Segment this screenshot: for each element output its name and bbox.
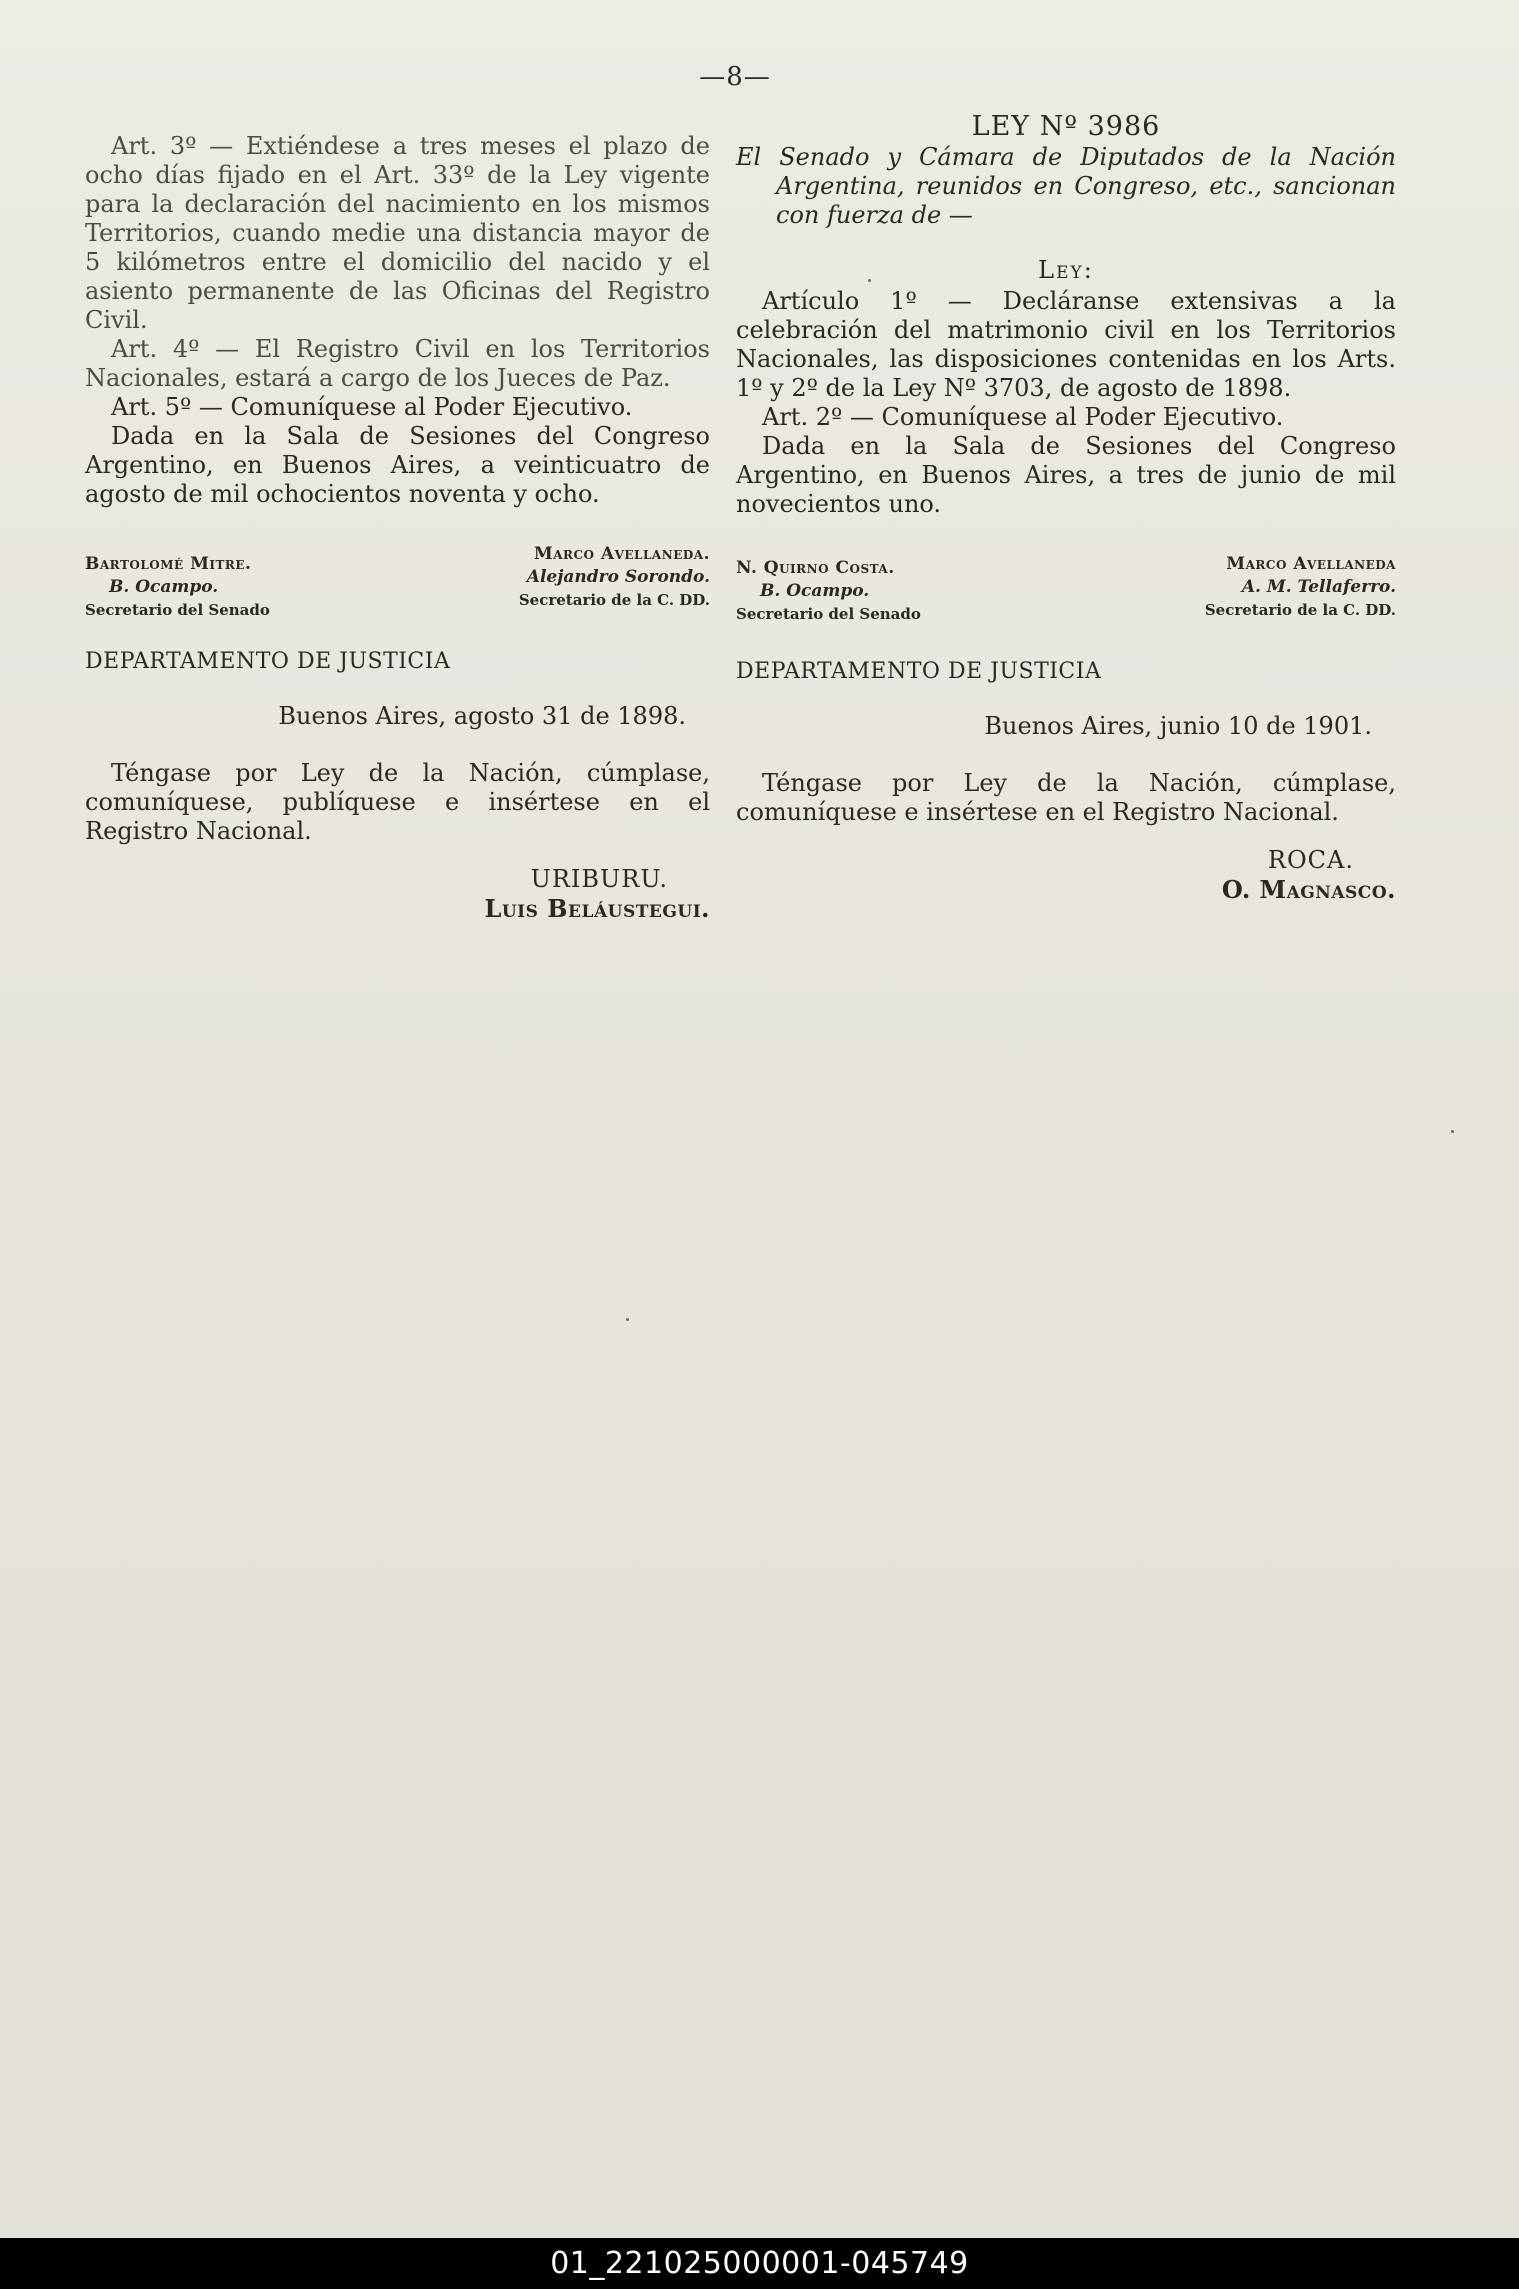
dada-paragraph: Dada en la Sala de Sesiones del Congreso Argentino, en Buenos Aires, a veinticuatro de agosto de mil ochocientos noventa y ocho. — [85, 422, 710, 508]
chamber-secretary-name: A. M. Tellaferro. — [1241, 577, 1396, 597]
law-preamble: El Senado y Cámara de Diputados de la Nación Argentina, reunidos en Congreso, etc., sancionan con fuerza de — — [736, 143, 1396, 229]
president-signature: ROCA. — [1267, 846, 1354, 874]
senate-president-name: Bartolomé Mitre. — [85, 554, 252, 574]
image-code-footer — [0, 2238, 1519, 2289]
senate-president-name: N. Quirno Costa. — [736, 558, 895, 578]
minister-signature: O. Magnasco. — [1221, 875, 1396, 904]
senate-signature-block — [85, 553, 270, 622]
right-signatures — [736, 553, 1396, 643]
senate-secretary-role: Secretario del Senado — [736, 605, 921, 623]
left-column — [85, 132, 710, 924]
dada-paragraph: Dada en la Sala de Sesiones del Congreso Argentino, en Buenos Aires, a tres de junio de mil novecientos uno. — [736, 432, 1396, 518]
right-column — [736, 112, 1396, 905]
paper-speck — [1451, 1130, 1454, 1133]
department-heading: DEPARTAMENTO DE JUSTICIA — [736, 659, 1102, 684]
president-signature: URIBURU. — [530, 865, 668, 893]
senate-signature-block — [736, 557, 921, 626]
promulgation-signatures — [736, 845, 1396, 905]
chamber-secretary-role: Secretario de la C. DD. — [518, 591, 710, 609]
article-2-paragraph: Art. 2º — Comuníquese al Poder Ejecutivo. — [762, 403, 1284, 431]
paper-speck — [626, 1318, 629, 1321]
image-code-label: 01_221025000001-045749 — [550, 2246, 969, 2281]
page-number: —8— — [699, 62, 771, 92]
decree-text: Téngase por Ley de la Nación, cúmplase, comuníquese e insértese en el Registro Nacional. — [736, 769, 1396, 826]
ley-label: Ley: — [1038, 256, 1094, 284]
decree-date: Buenos Aires, agosto 31 de 1898. — [278, 702, 686, 730]
chamber-signature-block — [1205, 553, 1396, 622]
senate-secretary-name: B. Ocampo. — [109, 577, 219, 597]
chamber-president-name: Marco Avellaneda — [1226, 554, 1396, 574]
chamber-president-name: Marco Avellaneda. — [533, 544, 710, 564]
left-signatures — [85, 543, 710, 633]
paper-speck — [868, 279, 871, 282]
senate-secretary-name: B. Ocampo. — [760, 581, 870, 601]
chamber-signature-block — [519, 543, 710, 612]
decree-date: Buenos Aires, junio 10 de 1901. — [984, 712, 1372, 740]
promulgation-signatures — [85, 864, 710, 924]
article-4-paragraph: Art. 4º — El Registro Civil en los Territorios Nacionales, estará a cargo de los Jueces de Paz. — [85, 335, 710, 392]
chamber-secretary-role: Secretario de la C. DD. — [1204, 601, 1396, 619]
senate-secretary-role: Secretario del Senado — [85, 601, 270, 619]
article-3-paragraph: Art. 3º — Extiéndese a tres meses el plazo de ocho días fijado en el Art. 33º de la Ley vigente para la declaración del nacimiento en los mismos Territorios, cuando medie una distancia mayor de 5 kilómetros entre el domicilio del nacido y el asiento permanente de las Oficinas del Registro Civil. — [85, 132, 710, 334]
minister-signature: Luis Beláustegui. — [484, 894, 710, 923]
decree-text: Téngase por Ley de la Nación, cúmplase, comuníquese, publíquese e insértese en el Registro Nacional. — [85, 759, 710, 845]
chamber-secretary-name: Alejandro Sorondo. — [526, 567, 710, 587]
article-1-paragraph: Artículo 1º — Decláranse extensivas a la celebración del matrimonio civil en los Territorios Nacionales, las disposiciones contenidas en los Arts. 1º y 2º de la Ley Nº 3703, de agosto de 1898. — [736, 287, 1396, 402]
law-title: LEY Nº 3986 — [971, 111, 1161, 142]
department-heading: DEPARTAMENTO DE JUSTICIA — [85, 649, 451, 674]
article-5-paragraph: Art. 5º — Comuníquese al Poder Ejecutivo. — [111, 393, 633, 421]
